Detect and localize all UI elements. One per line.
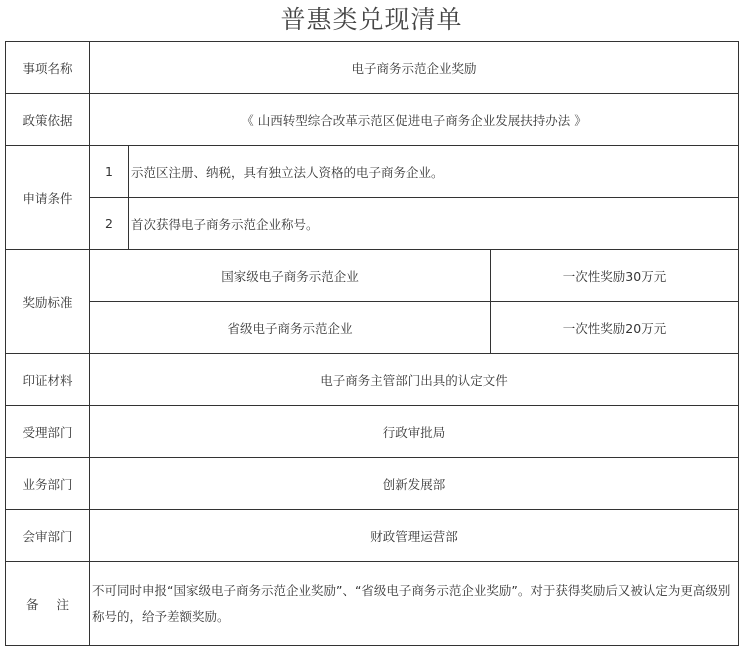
row-policy-basis [6, 94, 739, 146]
reward-level: 国家级电子商务示范企业 [90, 250, 491, 302]
item-name-value: 电子商务示范企业奖励 [90, 42, 739, 94]
reward-amount: 一次性奖励20万元 [491, 302, 739, 354]
reward-level: 省级电子商务示范企业 [90, 302, 491, 354]
accepting-dept-value: 行政审批局 [90, 406, 739, 458]
row-condition-1 [6, 146, 739, 198]
reward-amount: 一次性奖励30万元 [491, 250, 739, 302]
row-review-dept [6, 510, 739, 562]
condition-number: 1 [90, 146, 129, 198]
row-reward-provincial [6, 302, 739, 354]
row-item-name [6, 42, 739, 94]
review-dept-label: 会审部门 [6, 510, 90, 562]
remarks-label: 备注 [6, 562, 90, 646]
row-remarks [6, 562, 739, 646]
evidence-value: 电子商务主管部门出具的认定文件 [90, 354, 739, 406]
policy-basis-value: 《 山西转型综合改革示范区促进电子商务企业发展扶持办法 》 [90, 94, 739, 146]
row-business-dept [6, 458, 739, 510]
item-name-label: 事项名称 [6, 42, 90, 94]
condition-text: 示范区注册、纳税，具有独立法人资格的电子商务企业。 [129, 146, 739, 198]
evidence-label: 印证材料 [6, 354, 90, 406]
reward-standard-label: 奖励标准 [6, 250, 90, 354]
business-dept-value: 创新发展部 [90, 458, 739, 510]
business-dept-label: 业务部门 [6, 458, 90, 510]
row-accepting-dept [6, 406, 739, 458]
accepting-dept-label: 受理部门 [6, 406, 90, 458]
conditions-label: 申请条件 [6, 146, 90, 250]
redemption-table [5, 41, 739, 646]
condition-text: 首次获得电子商务示范企业称号。 [129, 198, 739, 250]
row-evidence [6, 354, 739, 406]
remarks-value: 不可同时申报“国家级电子商务示范企业奖励”、“省级电子商务示范企业奖励”。对于获得奖励后又被认定为更高级别称号的，给予差额奖励。 [90, 562, 739, 646]
policy-basis-label: 政策依据 [6, 94, 90, 146]
page-title: 普惠类兑现清单 [280, 5, 463, 34]
row-condition-2 [6, 198, 739, 250]
row-reward-national [6, 250, 739, 302]
condition-number: 2 [90, 198, 129, 250]
review-dept-value: 财政管理运营部 [90, 510, 739, 562]
